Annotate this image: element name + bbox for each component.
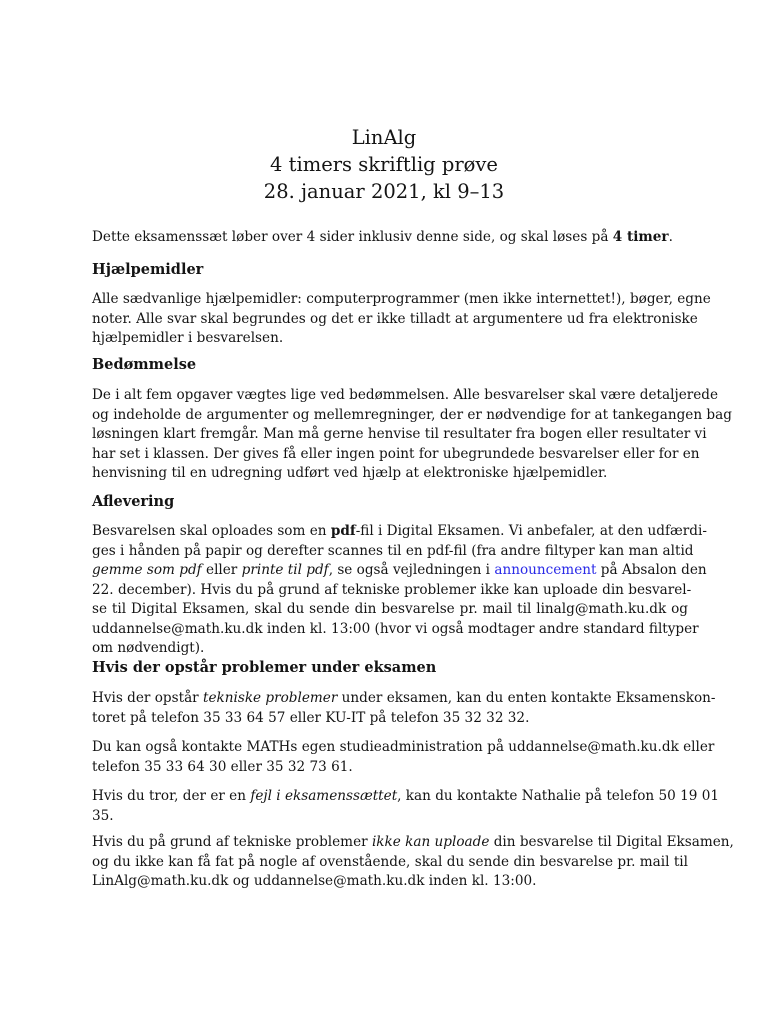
problemer-paragraph-3: [92, 787, 720, 826]
text-line: Hvis du tror, der er en fejl i eksamenssættet, kan du kontakte Nathalie på telefon 50 19 01: [92, 788, 720, 804]
text-line: De i alt fem opgaver vægtes lige ved bedømmelsen. Alle besvarelser skal være detaljerede: [92, 387, 719, 403]
heading-problemer: Hvis der opstår problemer under eksamen: [92, 659, 437, 676]
heading-aflevering: Aflevering: [92, 493, 175, 510]
text-line: se til Digital Eksamen, skal du sende din besvarelse pr. mail til linalg@math.ku.dk og: [92, 601, 688, 617]
problemer-paragraph-2: [92, 738, 715, 777]
text-line: og du ikke kan få fat på nogle af ovenstående, skal du sende din besvarelse pr. mail til: [92, 853, 688, 870]
heading-hjaelpemidler: Hjælpemidler: [92, 261, 204, 278]
text-line: Besvarelsen skal oploades som en pdf-fil i Digital Eksamen. Vi anbefaler, at den udfærdi-: [92, 523, 707, 539]
text-line: henvisning til en udregning udført ved hjælp at elektroniske hjælpemidler.: [92, 465, 608, 481]
text-line: om nødvendigt).: [92, 640, 205, 656]
text-line: har set i klassen. Der gives få eller ingen point for ubegrundede besvarelser eller for en: [92, 445, 700, 462]
intro-paragraph: [92, 228, 688, 248]
text-line: Alle sædvanlige hjælpemidler: computerprogrammer (men ikke internettet!), bøger, egne: [92, 291, 711, 307]
text-line: LinAlg@math.ku.dk og uddannelse@math.ku.dk inden kl. 13:00.: [92, 873, 537, 889]
text-line: og indeholde de argumenter og mellemregninger, der er nødvendige for at tankegangen bag: [92, 406, 732, 423]
text-line: Hvis du på grund af tekniske problemer ikke kan uploade din besvarelse til Digital Eksamen,: [92, 834, 734, 850]
intro-end: .: [668, 229, 673, 245]
text-line: 22. december). Hvis du på grund af tekniske problemer ikke kan uploade din besvarel-: [92, 581, 692, 598]
text-line: noter. Alle svar skal begrundes og det er ikke tilladt at argumentere ud fra elektroniske: [92, 310, 698, 327]
text-line: Du kan også kontakte MATHs egen studieadministration på uddannelse@math.ku.dk eller: [92, 739, 715, 755]
problemer-paragraph-1: [92, 689, 716, 728]
text-line: Hvis der opstår tekniske problemer under eksamen, kan du enten kontakte Eksamenskon-: [92, 690, 716, 706]
course-title: LinAlg: [351, 126, 417, 149]
aflevering-paragraph: [92, 522, 707, 659]
text-line: ges i hånden på papir og derefter scannes til en pdf-fil (fra andre filtyper kan man altid: [92, 542, 694, 559]
text-line: toret på telefon 35 33 64 57 eller KU-IT på telefon 35 32 32 32.: [92, 709, 530, 726]
text-line: løsningen klart fremgår. Man må gerne henvise til resultater fra bogen eller resultater vi: [92, 426, 707, 442]
problemer-paragraph-4: [92, 833, 734, 892]
title-block: [0, 124, 768, 205]
text-line: uddannelse@math.ku.dk inden kl. 13:00 (hvor vi også modtager andre standard filtyper: [92, 620, 699, 637]
exam-date: 28. januar 2021, kl 9–13: [263, 180, 505, 203]
announcement-link[interactable]: announcement: [494, 562, 597, 578]
text-line: 35.: [92, 807, 114, 824]
hjaelpemidler-paragraph: [92, 290, 711, 349]
exam-type: 4 timers skriftlig prøve: [270, 153, 498, 176]
text-line: gemme som pdf eller printe til pdf, se også vejledningen i announcement på Absalon den: [92, 562, 707, 578]
text-line: hjælpemidler i besvarelsen.: [92, 330, 284, 346]
intro-text: Dette eksamenssæt løber over 4 sider inklusiv denne side, og skal løses på: [92, 229, 613, 245]
text-line: telefon 35 33 64 30 eller 35 32 73 61.: [92, 758, 353, 775]
bedoemmelse-paragraph: [92, 386, 732, 484]
heading-bedoemmelse: Bedømmelse: [92, 356, 197, 373]
intro-duration: 4 timer: [612, 229, 669, 245]
